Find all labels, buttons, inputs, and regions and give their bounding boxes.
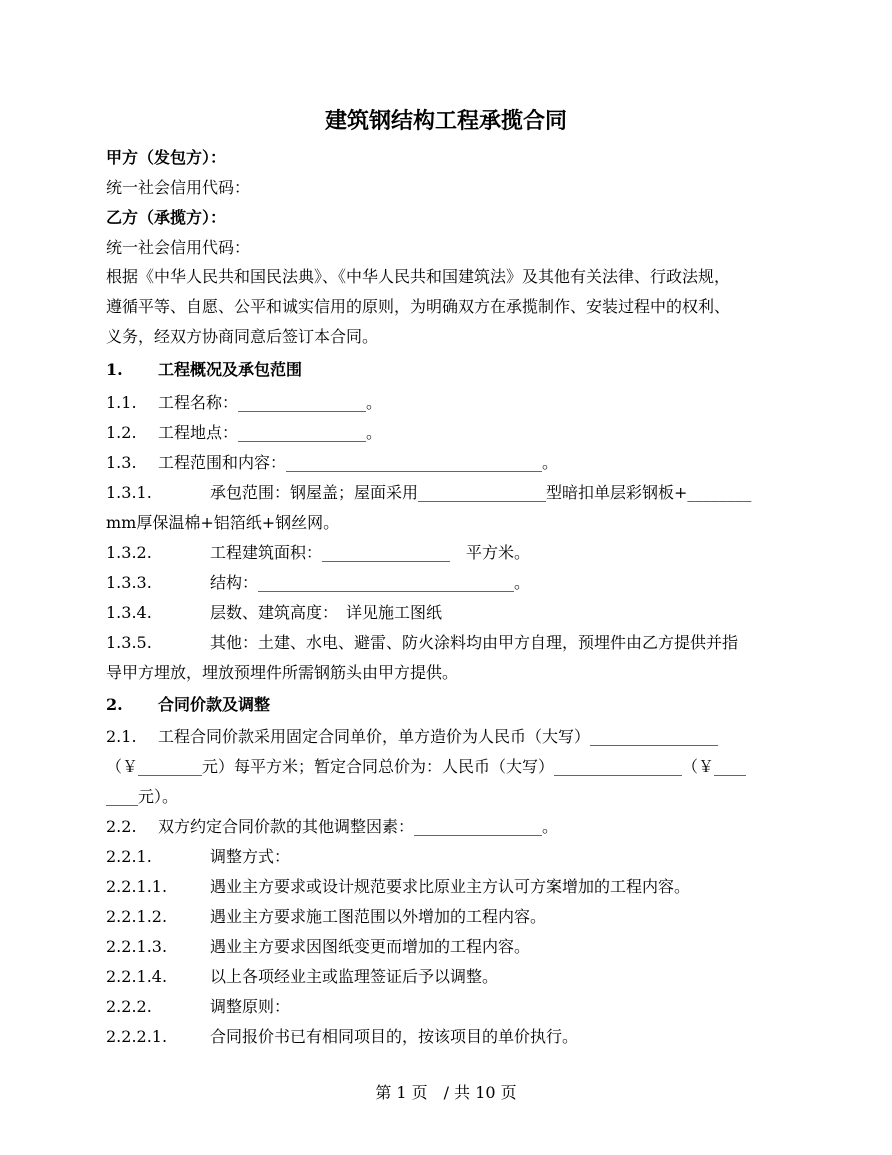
section-title: 合同价款及调整 [158,695,271,714]
clause-number: 2.2.1.1. [106,877,168,896]
clause-1-3 [106,448,806,478]
page-number-footer: 第 1 页 / 共 10 页 [375,1083,517,1102]
clause-2-2-1-3 [106,932,806,962]
clause-number: 2.1. [106,727,137,746]
clause-text: 其他：土建、水电、避雷、防火涂料均由甲方自理，预埋件由乙方提供并指 [210,633,739,652]
party-b-credit-code: 统一社会信用代码： [106,238,251,257]
clause-2-2-2 [106,992,806,1022]
clause-number: 1.3.2. [106,543,152,562]
clause-text: 工程合同价款采用固定合同单价，单方造价为人民币（大写）________________ [158,727,719,746]
clause-1-3-5-continued: 导甲方埋放，埋放预埋件所需钢筋头由甲方提供。 [106,663,459,682]
section-title: 工程概况及承包范围 [158,360,303,379]
section-2-heading [106,690,806,720]
clause-2-1-continued-2: ____元）。 [106,787,179,806]
clause-text: 遇业主方要求或设计规范要求比原业主方认可方案增加的工程内容。 [210,877,691,896]
clause-text: 遇业主方要求施工图范围以外增加的工程内容。 [210,907,547,926]
intro-line-1: 根据《中华人民共和国民法典》、《中华人民共和国建筑法》及其他有关法律、行政法规， [106,267,731,286]
clause-number: 1.3. [106,453,137,472]
clause-1-3-4 [106,598,806,628]
clause-text: 合同报价书已有相同项目的，按该项目的单价执行。 [210,1027,579,1046]
clause-text: 工程名称：________________。 [158,393,383,412]
clause-text: 工程范围和内容：________________________________。 [158,453,559,472]
clause-text: 层数、建筑高度： 详见施工图纸 [210,603,443,622]
clause-number: 1.2. [106,423,137,442]
clause-1-3-1 [106,478,806,508]
clause-1-3-1-continued: mm厚保温棉+铝箔纸+钢丝网。 [106,513,340,532]
clause-text: 调整方式： [210,847,291,866]
clause-text: 结构：________________________________。 [210,573,531,592]
party-b-label: 乙方（承揽方）： [106,208,227,227]
clause-2-2-1-1 [106,872,806,902]
clause-number: 2.2.1.2. [106,907,168,926]
clause-number: 1.3.1. [106,483,152,502]
section-1-heading [106,355,806,385]
clause-2-2-2-1 [106,1022,806,1052]
clause-number: 1.1. [106,393,137,412]
clause-2-2-1-4 [106,962,806,992]
clause-text: 调整原则： [210,997,291,1016]
clause-number: 2.2.1.4. [106,967,168,986]
document-title: 建筑钢结构工程承揽合同 [324,108,567,134]
section-number: 1. [106,360,123,379]
clause-number: 1.3.5. [106,633,152,652]
clause-number: 1.3.3. [106,573,152,592]
clause-text: 工程建筑面积：________________ 平方米。 [210,543,531,562]
clause-number: 2.2. [106,817,137,836]
intro-line-3: 义务，经双方协商同意后签订本合同。 [106,327,379,346]
clause-2-2-1-2 [106,902,806,932]
clause-1-2 [106,418,806,448]
clause-2-2 [106,812,806,842]
clause-text: 以上各项经业主或监理签证后予以调整。 [210,967,499,986]
clause-number: 1.3.4. [106,603,152,622]
clause-2-2-1 [106,842,806,872]
clause-1-3-3 [106,568,806,598]
clause-2-1 [106,722,806,752]
party-a-label: 甲方（发包方）： [106,148,227,167]
party-a-credit-code: 统一社会信用代码： [106,178,251,197]
section-number: 2. [106,695,123,714]
clause-2-1-continued-1: （￥________元）每平方米；暂定合同总价为：人民币（大写）________________（￥____ [106,757,747,776]
clause-1-1 [106,388,806,418]
clause-number: 2.2.1. [106,847,152,866]
clause-text: 工程地点：________________。 [158,423,383,442]
clause-text: 遇业主方要求因图纸变更而增加的工程内容。 [210,937,531,956]
clause-1-3-5 [106,628,806,658]
clause-text: 双方约定合同价款的其他调整因素：________________。 [158,817,559,836]
intro-line-2: 遵循平等、自愿、公平和诚实信用的原则，为明确双方在承揽制作、安装过程中的权利、 [106,297,731,316]
clause-number: 2.2.2.1. [106,1027,168,1046]
clause-number: 2.2.2. [106,997,152,1016]
clause-1-3-2 [106,538,806,568]
clause-text: 承包范围：钢屋盖；屋面采用________________型暗扣单层彩钢板+________ [210,483,752,502]
clause-number: 2.2.1.3. [106,937,168,956]
